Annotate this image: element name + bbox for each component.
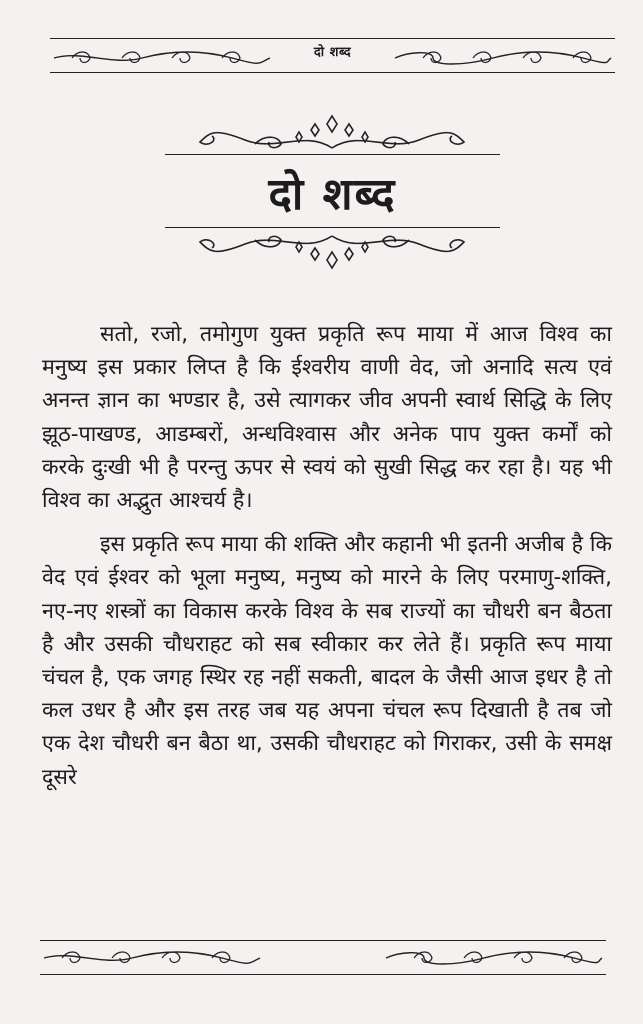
paragraph-2: इस प्रकृति रूप माया की शक्ति और कहानी भी इतनी अजीब है कि वेद एवं ईश्वर को भूला मनुष्य, मनुष्य को मारने के लिए परमाणु-शक्ति, नए-नए शस्त्रों का विकास करके विश्व के सब राज्यों का चौधरी बन बैठता है और उसकी चौधराहट को सब स्वीकार कर लेते हैं। प्रकृति रूप माया चंचल है, एक जगह स्थिर रह नहीं सकती, बादल के जैसी आज इधर है तो कल उधर है और इस तरह जब यह अपना चंचल रूप दिखाती है तब जो एक देश चौधरी बन बैठा था, उसकी चौधराहट को गिराकर, उसी के समक्ष दूसरे [42, 532, 612, 790]
header-flourish-right-icon [393, 48, 613, 68]
footer-rule-bottom [40, 974, 606, 975]
running-header-title: दो शब्द [313, 45, 352, 60]
running-header [50, 38, 615, 76]
header-rule-bottom [50, 72, 615, 73]
footer-rule-top [40, 940, 606, 941]
title-block [165, 112, 500, 272]
title-top-ornament-icon [195, 112, 470, 154]
paragraph-1: सतो, रजो, तमोगुण युक्त प्रकृति रूप माया में आज विश्व का मनुष्य इस प्रकार लिप्त है कि ईश्वरीय वाणी वेद, जो अनादि सत्य एवं अनन्त ज्ञान का भण्डार है, उसे त्यागकर जीव अपनी स्वार्थ सिद्धि के लिए झूठ-पाखण्ड, आडम्बरों, अन्धविश्वास और अनेक पाप युक्त कर्मों को करके दुःखी भी है परन्तु ऊपर से स्वयं को सुखी सिद्ध कर रहा है। यह भी विश्व का अद्भुत आश्चर्य है। [42, 322, 612, 514]
footer-flourish-right-icon [384, 948, 604, 968]
header-rule-top [50, 38, 615, 39]
page-title: दो शब्द [268, 169, 397, 220]
running-footer [40, 940, 606, 980]
footer-flourish-left-icon [42, 948, 262, 968]
title-rule-top [165, 154, 500, 155]
title-bottom-ornament-icon [195, 228, 470, 272]
body-text [42, 318, 612, 805]
